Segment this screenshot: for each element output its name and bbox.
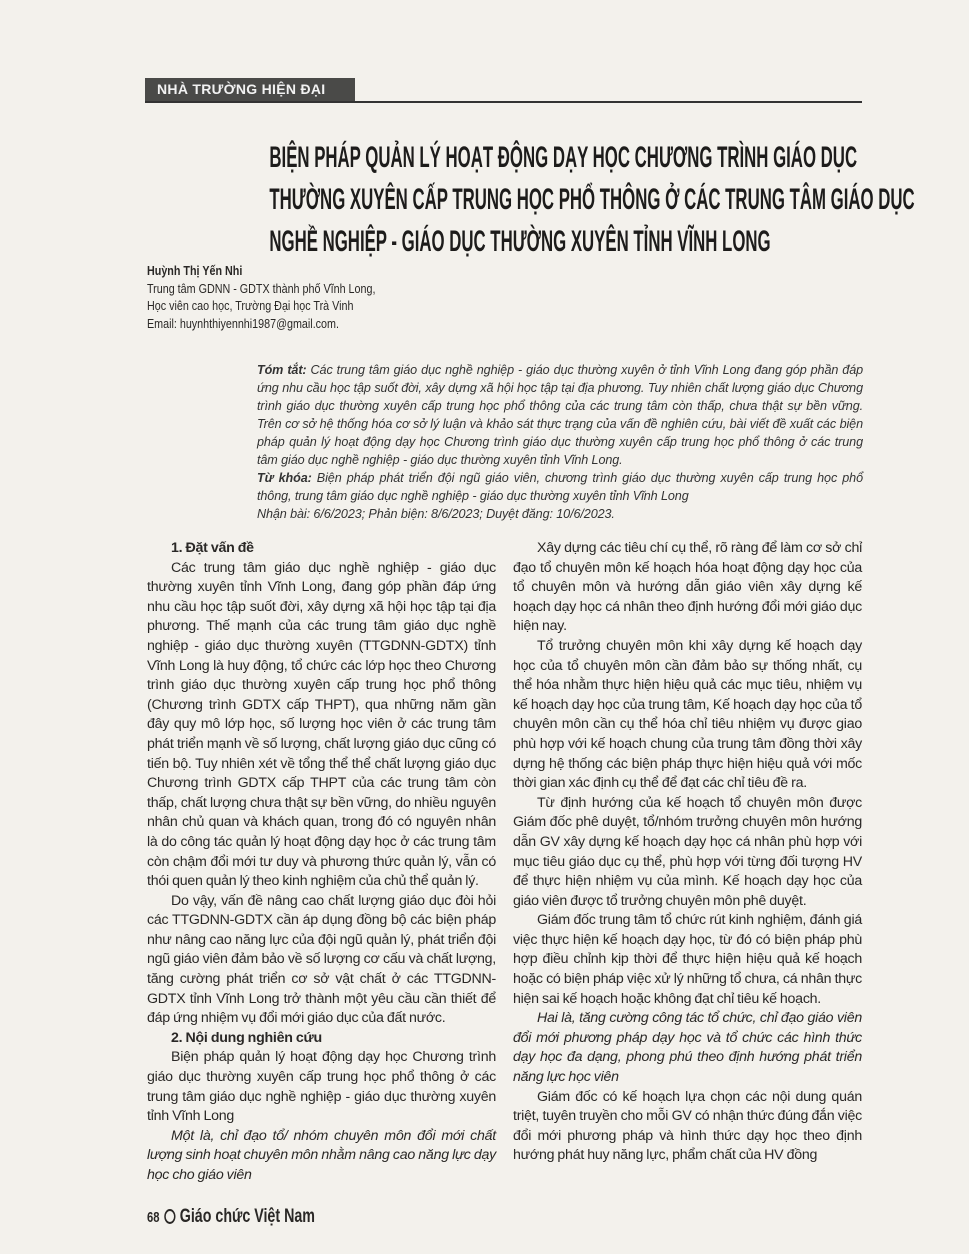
page-content [145, 78, 915, 1251]
paragraph: Một là, chỉ đạo tổ/ nhóm chuyên môn đổi mới chất lượng sinh hoạt chuyên môn nhằm nâng cao năng lực dạy học cho giáo viên [147, 1127, 496, 1183]
author-email: Email: huynhthiyennhi1987@gmail.com. [147, 316, 339, 331]
paragraph: Từ định hướng của kế hoạch tổ chuyên môn được Giám đốc phê duyệt, tổ/nhóm trưởng chuyên môn hướng dẫn GV xây dựng kế hoạch dạy học cá nhân phù hợp với mục tiêu giáo dục cụ thể, phù hợp với từng đối tượng HV để thực hiện nhiệm vụ của mình. Kế hoạch dạy học của giáo viên được tổ trưởng chuyên môn phê duyệt. [513, 794, 862, 909]
page-footer [147, 1204, 683, 1251]
title-line: NGHỀ NGHIỆP - GIÁO DỤC THƯỜNG XUYÊN TỈNH VĨNH LONG [269, 225, 771, 258]
paragraph: Giám đốc trung tâm tổ chức rút kinh nghiệm, đánh giá việc thực hiện kế hoạch dạy học, từ đó có biện pháp phù hợp điều chỉnh kịp thời để thực hiện hiệu quả kế hoạch hoặc có biện pháp việc xử lý những tổ chưa, cá nhân thực hiện sai kế hoạch hoặc không đạt chỉ tiêu kế hoạch. [513, 912, 862, 1007]
paragraph: Xây dựng các tiêu chí cụ thể, rõ ràng để làm cơ sở chỉ đạo tổ chuyên môn kế hoạch hóa hoạt động dạy học của tổ chuyên môn và hướng dẫn giáo viên xây dựng kế hoạch dạy học cá nhân theo định hướng đổi mới giáo dục hiện nay. [513, 540, 862, 635]
author-name: Huỳnh Thị Yến Nhi [147, 264, 243, 278]
page-number: 68 [147, 1208, 160, 1226]
paragraph: Hai là, tăng cường công tác tổ chức, chỉ đạo giáo viên đổi mới phương pháp dạy học và tổ chức các hình thức dạy học đa dạng, phong phú theo định hướng phát triển năng lực học viên [513, 1010, 862, 1086]
title-line: THƯỜNG XUYÊN CẤP TRUNG HỌC PHỔ THÔNG Ở CÁC TRUNG TÂM GIÁO DỤC [269, 183, 915, 216]
section-heading: 2. Nội dung nghiên cứu [171, 1029, 322, 1046]
author-affiliation: Học viên cao học, Trường Đại học Trà Vinh [147, 299, 354, 313]
article-title [100, 137, 915, 263]
abstract [257, 361, 863, 523]
review-dates: Nhận bài: 6/6/2023; Phản biện: 8/6/2023; Duyệt đăng: 10/6/2023. [257, 507, 615, 521]
right-column [513, 539, 862, 1166]
section-rule [145, 78, 862, 103]
body-columns [147, 539, 862, 1186]
paragraph: Các trung tâm giáo dục nghề nghiệp - giáo dục thường xuyên tỉnh Vĩnh Long, đang góp phần đáp ứng nhu cầu học tập suốt đời, xây dựng xã hội học tập tại địa phương. Thế mạnh của các trung tâm giáo dục nghề nghiệp - giáo dục thường xuyên (TTGDNN-GDTX) tỉnh Vĩnh Long là huy động, tổ chức các lớp học theo Chương trình giáo dục thường xuyên cấp trung học phổ thông (Chương trình GDTX cấp THPT), qua những năm gần đây quy mô lớp học, số lượng học viên ở các trung tâm phát triển mạnh về số lượng, chất lượng giáo dục cũng có tiến bộ. Tuy nhiên xét về tổng thể thể chất lượng giáo dục Chương trình GDTX cấp THPT của các trung tâm còn thấp, chất lượng chưa thật sự bền vững, do nhiều nguyên nhân chủ quan và khách quan, trong đó có nguyên nhân là do công tác quản lý hoạt động dạy học ở các trung tâm còn chậm đổi mới tư duy và phương thức quản lý, vẫn có thói quen quản lý theo kinh nghiệm của chủ thể quản lý. [147, 559, 496, 890]
section-heading: 1. Đặt vấn đề [171, 540, 254, 556]
paragraph: Biện pháp quản lý hoạt động dạy học Chương trình giáo dục thường xuyên cấp trung học phổ thông ở các trung tâm giáo dục nghề nghiệp - giáo dục thường xuyên tỉnh Vĩnh Long [147, 1049, 496, 1125]
circle-bullet-icon [164, 1209, 175, 1224]
title-line: BIỆN PHÁP QUẢN LÝ HOẠT ĐỘNG DẠY HỌC CHƯƠNG TRÌNH GIÁO DỤC [269, 141, 858, 174]
keywords-text: Biện pháp phát triển đội ngũ giáo viên, chương trình giáo dục thường xuyên cấp trung học phổ thông, trung tâm giáo dục nghề nghiệp - giáo dục thường xuyên tỉnh Vĩnh Long [257, 471, 863, 503]
paragraph: Do vậy, vấn đề nâng cao chất lượng giáo dục đòi hỏi các TTGDNN-GDTX cần áp dụng đồng bộ các biện pháp như nâng cao năng lực của đội ngũ quản lý, phát triển đội ngũ giáo viên đảm bảo về số lượng cơ cấu và chất lượng, tăng cường phát triển cơ sở vật chất ở các TTGDNN-GDTX tỉnh Vĩnh Long trở thành một yêu cầu cần thiết để đáp ứng nhiệm vụ đổi mới giáo dục của đất nước. [147, 892, 496, 1027]
abstract-text: Các trung tâm giáo dục nghề nghiệp - giáo dục thường xuyên ở tỉnh Vĩnh Long đang góp phần đáp ứng nhu cầu học tập suốt đời, xây dựng xã hội học tập tại địa phương. Tuy nhiên chất lượng giáo dục Chương trình giáo dục thường xuyên cấp trung học phổ thông của các trung tâm còn thấp, chưa thật sự bền vững. Trên cơ sở hệ thống hóa cơ sở lý luận và khảo sát thực trạng của vấn đề nghiên cứu, bài viết đề xuất các biện pháp quản lý hoạt động dạy học Chương trình giáo dục thường xuyên cấp trung học phổ thông ở các trung tâm giáo dục nghề nghiệp - giáo dục thường xuyên tỉnh Vĩnh Long. [257, 363, 864, 467]
keywords-label: Từ khóa: [257, 471, 312, 485]
paragraph: Tổ trưởng chuyên môn khi xây dựng kế hoạch dạy học của tổ chuyên môn cần đảm bảo sự thống nhất, cụ thể hóa nhằm thực hiện hiệu quả các mục tiêu, nhiệm vụ kế hoạch dạy học của trung tâm, Kế hoạch dạy học của tổ chuyên môn cần cụ thể hóa chỉ tiêu nhiệm vụ được giao phù hợp với kế hoạch chung của trung tâm đồng thời xây dựng hệ thống các biện pháp thực hiện hiệu quả với mốc thời gian xác định cụ thể để đạt các chỉ tiêu đề ra. [513, 637, 862, 792]
author-affiliation: Trung tâm GDNN - GDTX thành phố Vĩnh Long, [147, 281, 376, 296]
journal-name: Giáo chức Việt Nam [179, 1205, 315, 1227]
left-column [147, 539, 496, 1186]
paragraph: Giám đốc có kế hoạch lựa chọn các nội dung quán triệt, tuyên truyền cho mỗi GV có nhận thức đúng đắn việc đổi mới phương pháp và hình thức dạy học theo định hướng phát huy năng lực, phẩm chất của HV đồng [513, 1088, 862, 1164]
section-tag: NHÀ TRƯỜNG HIỆN ĐẠI [145, 78, 355, 101]
author-block [147, 263, 762, 333]
abstract-label: Tóm tắt: [257, 363, 307, 377]
